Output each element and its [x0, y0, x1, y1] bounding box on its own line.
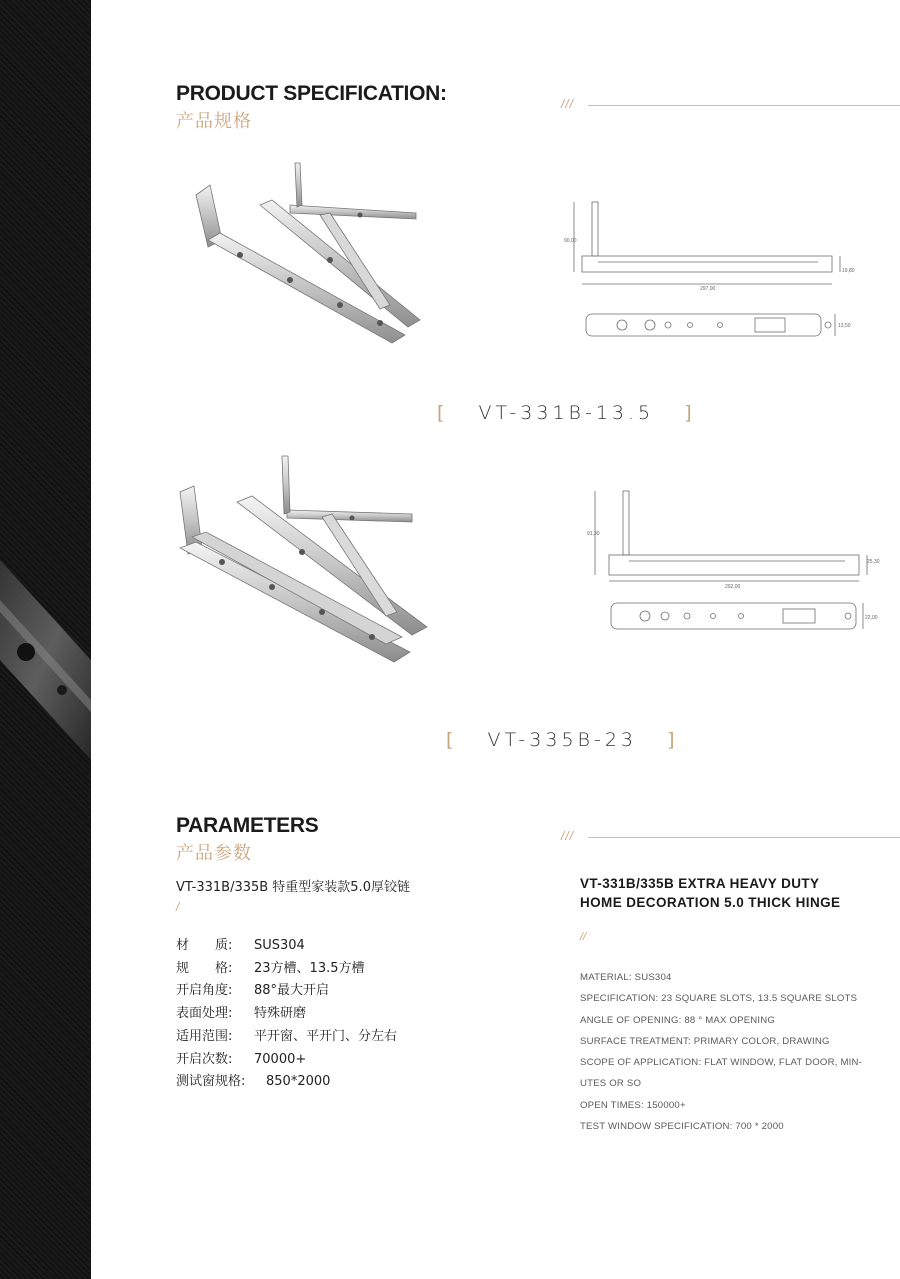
cn-param-key: 材 质: — [176, 938, 233, 953]
cn-param-value: 70000+ — [254, 1051, 307, 1067]
spec-title-cn: 产品规格 — [176, 111, 252, 132]
cn-param-row — [176, 1049, 397, 1072]
cn-param-value: 850*2000 — [266, 1074, 331, 1090]
bracket-left: [ — [446, 729, 458, 751]
technical-drawing-vt331b — [560, 190, 860, 350]
cn-params-slash: / — [176, 900, 180, 914]
decorative-sidebar — [0, 0, 91, 1279]
bracket-right: ] — [667, 729, 679, 751]
spec-deco-slash: /// — [561, 97, 575, 111]
en-params-list — [580, 967, 880, 1137]
en-param-row: SURFACE TREATMENT: PRIMARY COLOR, DRAWING — [580, 1035, 830, 1047]
en-param-row: OPEN TIMES: 150000+ — [580, 1099, 686, 1111]
en-heading-line1: VT-331B/335B EXTRA HEAVY DUTY — [580, 876, 820, 891]
cn-param-key: 开启角度: — [176, 983, 233, 999]
model-name: VT-331B-13.5 — [478, 402, 655, 424]
en-param-row: UTES OR SO — [580, 1078, 642, 1090]
model-name: VT-335B-23 — [487, 729, 638, 751]
dim-width-1: 13,50 — [838, 323, 851, 329]
dim-height-1: 90,00 — [564, 238, 577, 244]
product-photo-vt331b — [180, 155, 430, 355]
en-param-row: MATERIAL: SUS304 — [580, 972, 672, 983]
en-heading-line2: HOME DECORATION 5.0 THICK HINGE — [580, 894, 841, 910]
cn-param-row — [176, 935, 397, 958]
bracket-right: ] — [684, 402, 696, 424]
cn-param-value: 23方槽、13.5方槽 — [254, 960, 365, 976]
cn-params-list — [176, 935, 397, 1094]
dim-length-1: 297,00 — [700, 286, 716, 292]
spec-title-en: PRODUCT SPECIFICATION: — [176, 82, 447, 105]
cn-param-row — [176, 958, 397, 981]
en-params-heading — [580, 875, 880, 912]
params-deco-line — [588, 837, 900, 838]
spec-deco-line — [588, 105, 900, 106]
dim-thickness-2: 25,30 — [867, 559, 880, 565]
en-params-slash: // — [580, 931, 587, 943]
cn-param-value: 88°最大开启 — [254, 983, 330, 999]
cn-param-row — [176, 980, 397, 1003]
bracket-left: [ — [437, 402, 449, 424]
product-photo-vt335b — [172, 452, 432, 672]
cn-param-key: 测试窗规格: — [176, 1074, 246, 1090]
cn-param-row — [176, 1003, 397, 1026]
dim-height-2: 91,30 — [587, 531, 600, 537]
sidebar-hinge-image — [0, 0, 91, 1279]
model-label-vt335b — [446, 729, 679, 751]
cn-param-key: 适用范围: — [176, 1028, 233, 1044]
cn-param-value: 特殊研磨 — [254, 1006, 307, 1022]
cn-param-value: 平开窗、平开门、分左右 — [254, 1028, 398, 1044]
cn-param-key: 开启次数: — [176, 1051, 233, 1067]
cn-param-key: 表面处理: — [176, 1006, 233, 1022]
cn-param-key: 规 格: — [176, 960, 233, 976]
params-title-en: PARAMETERS — [176, 814, 319, 837]
dim-thickness-1: 19,80 — [842, 268, 855, 274]
cn-param-row — [176, 1026, 397, 1049]
dim-width-2: 22,00 — [865, 615, 878, 621]
technical-drawing-vt335b — [583, 485, 883, 635]
dim-length-2: 292,00 — [725, 584, 741, 590]
params-deco-slash: /// — [561, 829, 575, 843]
en-param-row: TEST WINDOW SPECIFICATION: 700 * 2000 — [580, 1121, 784, 1133]
params-title-cn: 产品参数 — [176, 843, 252, 864]
en-param-row: SPECIFICATION: 23 SQUARE SLOTS, 13.5 SQUARE SLOTS — [580, 993, 858, 1005]
model-label-vt331b — [437, 402, 696, 424]
cn-params-heading: VT-331B/335B 特重型家装款5.0厚铰链 — [176, 880, 410, 895]
en-param-row: ANGLE OF OPENING: 88 ° MAX OPENING — [580, 1014, 776, 1026]
cn-param-value: SUS304 — [254, 938, 305, 953]
en-param-row: SCOPE OF APPLICATION: FLAT WINDOW, FLAT DOOR, MIN- — [580, 1057, 863, 1069]
cn-param-row — [176, 1071, 397, 1094]
